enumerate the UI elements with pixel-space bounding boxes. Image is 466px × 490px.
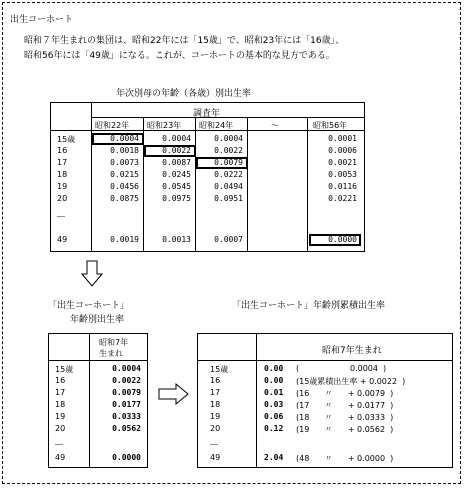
table3-cumulative-cell: 0.00 bbox=[264, 364, 284, 373]
table1-cell: 0.0245 bbox=[162, 170, 191, 179]
table2-cell: 0.0004 bbox=[112, 364, 141, 373]
table3-expression-cell: (48 〃 + 0.0000 ) bbox=[296, 454, 394, 463]
table1-cell: 0.0006 bbox=[328, 146, 357, 155]
table2-cell: 0.0000 bbox=[112, 453, 141, 462]
table1-row-label: ﹏ bbox=[57, 209, 65, 218]
table2-cell: 0.0562 bbox=[112, 424, 141, 433]
col-header-ellipsis: ～ bbox=[271, 121, 279, 130]
table3-row-label: 20 bbox=[210, 424, 221, 433]
table2-cell: 0.0079 bbox=[112, 388, 141, 397]
table2-row-label: 49 bbox=[55, 453, 66, 462]
table3-cumulative-cell: 0.03 bbox=[264, 400, 284, 409]
table3-cumulative-cell: 2.04 bbox=[264, 453, 284, 462]
table1-cell: 0.0456 bbox=[110, 182, 139, 191]
table1-cell: 0.0215 bbox=[110, 170, 139, 179]
table3-cumulative-cell: 0.06 bbox=[264, 412, 284, 421]
intro-line-2: 昭和56年には「49歳」になる。これが、コーホートの基本的な見方である。 bbox=[24, 51, 335, 61]
table3-expression-cell: ( 0.0004 ) bbox=[296, 364, 387, 373]
highlight-s24-17 bbox=[196, 157, 248, 169]
table1-cell: 0.0004 bbox=[110, 134, 139, 143]
table2-cell: 0.0022 bbox=[112, 376, 141, 385]
table1-cell: 0.0019 bbox=[110, 235, 139, 244]
table2-caption-1: 「出生コーホート」 bbox=[48, 301, 130, 311]
table2-row-label: 18 bbox=[55, 400, 66, 409]
table2-row-label: 20 bbox=[55, 424, 66, 433]
table1-row-label: 18 bbox=[57, 170, 68, 179]
table2-row-label: 15歳 bbox=[55, 365, 74, 374]
table3-row-label: ﹏ bbox=[210, 437, 218, 446]
table1-title: 年次別母の年齢（各歳）別出生率 bbox=[116, 89, 252, 99]
table3-row-label: 17 bbox=[210, 388, 221, 397]
table3-row-label: 18 bbox=[210, 400, 221, 409]
table1-cell: 0.0545 bbox=[162, 182, 191, 191]
table1-cell: 0.0022 bbox=[214, 146, 243, 155]
table3-cumulative-cell: 0.12 bbox=[264, 424, 284, 433]
highlight-s56-49 bbox=[309, 234, 361, 246]
col-header-s56: 昭和56年 bbox=[313, 121, 348, 130]
table3-expression-cell: (17 〃 + 0.0177 ) bbox=[296, 401, 394, 410]
table1-cell: 0.0494 bbox=[214, 182, 243, 191]
table2-row-label: 16 bbox=[55, 376, 66, 385]
table3-header: 昭和7年生まれ bbox=[322, 346, 382, 356]
right-arrow-icon bbox=[158, 383, 190, 405]
table1-cell: 0.0116 bbox=[328, 182, 357, 191]
table2-row-label: 19 bbox=[55, 412, 66, 421]
table3-row-label: 15歳 bbox=[210, 365, 229, 374]
table3-cumulative-cell: 0.01 bbox=[264, 388, 284, 397]
table1-cell: 0.0221 bbox=[328, 194, 357, 203]
table2-row-label: 17 bbox=[55, 388, 66, 397]
table1-cell: 0.0022 bbox=[162, 146, 191, 155]
table1-cell: 0.0975 bbox=[162, 194, 191, 203]
highlight-s23-16 bbox=[144, 145, 196, 157]
cumulative-birth-rate-table bbox=[197, 333, 453, 468]
col-header-s23: 昭和23年 bbox=[147, 121, 182, 130]
table3-row-label: 49 bbox=[210, 453, 221, 462]
table1-cell: 0.0004 bbox=[214, 134, 243, 143]
table1-row-label: 17 bbox=[57, 158, 68, 167]
table1-cell: 0.0053 bbox=[328, 170, 357, 179]
table3-caption: 「出生コーホート」年齢別累積出生率 bbox=[232, 301, 386, 311]
table2-cell: 0.0333 bbox=[112, 412, 141, 421]
table1-row-label: 19 bbox=[57, 182, 68, 191]
table2-cell: 0.0177 bbox=[112, 400, 141, 409]
col-header-s24: 昭和24年 bbox=[199, 121, 234, 130]
table1-cell: 0.0079 bbox=[214, 158, 243, 167]
highlight-s22-15 bbox=[92, 133, 144, 145]
yearly-birth-rate-table bbox=[50, 102, 365, 252]
cohort-birth-rate-table bbox=[48, 333, 148, 468]
table1-row-label: 20 bbox=[57, 194, 68, 203]
table2-caption-2: 年齢別出生率 bbox=[70, 315, 125, 325]
table1-row-label: 15歳 bbox=[57, 135, 76, 144]
table3-expression-cell: (19 〃 + 0.0562 ) bbox=[296, 425, 394, 434]
table1-cell: 0.0018 bbox=[110, 146, 139, 155]
down-arrow-icon bbox=[80, 260, 104, 288]
table1-cell: 0.0875 bbox=[110, 194, 139, 203]
table3-row-label: 16 bbox=[210, 376, 221, 385]
table1-cell: 0.0087 bbox=[162, 158, 191, 167]
table1-cell: 0.0073 bbox=[110, 158, 139, 167]
intro-line-1: 昭和７年生まれの集団は、昭和22年には「15歳」で、昭和23年には「16歳」、 bbox=[24, 36, 345, 46]
table3-expression-cell: (15歳累積出生率 + 0.0022 ) bbox=[296, 377, 406, 386]
table1-cell: 0.0004 bbox=[162, 134, 191, 143]
table3-expression-cell: (18 〃 + 0.0333 ) bbox=[296, 413, 394, 422]
table1-row-label: 49 bbox=[57, 235, 68, 244]
table2-row-label: ﹏ bbox=[55, 437, 63, 446]
table3-row-label: 19 bbox=[210, 412, 221, 421]
table1-cell: 0.0222 bbox=[214, 170, 243, 179]
table2-header-1: 昭和7年 bbox=[99, 338, 129, 347]
table3-expression-cell: (16 〃 + 0.0079 ) bbox=[296, 389, 394, 398]
col-header-s22: 昭和22年 bbox=[95, 121, 130, 130]
table2-header-2: 生まれ bbox=[99, 349, 123, 358]
table3-cumulative-cell: 0.00 bbox=[264, 376, 284, 385]
table1-cell: 0.0013 bbox=[162, 235, 191, 244]
heading: 出生コーホート bbox=[10, 15, 74, 25]
table1-cell: 0.0007 bbox=[214, 235, 243, 244]
table1-cell: 0.0951 bbox=[214, 194, 243, 203]
survey-year-label: 調査年 bbox=[193, 109, 221, 119]
table1-row-label: 16 bbox=[57, 146, 68, 155]
table1-cell: 0.0001 bbox=[328, 134, 357, 143]
table1-cell: 0.0000 bbox=[328, 235, 357, 244]
table1-cell: 0.0021 bbox=[328, 158, 357, 167]
